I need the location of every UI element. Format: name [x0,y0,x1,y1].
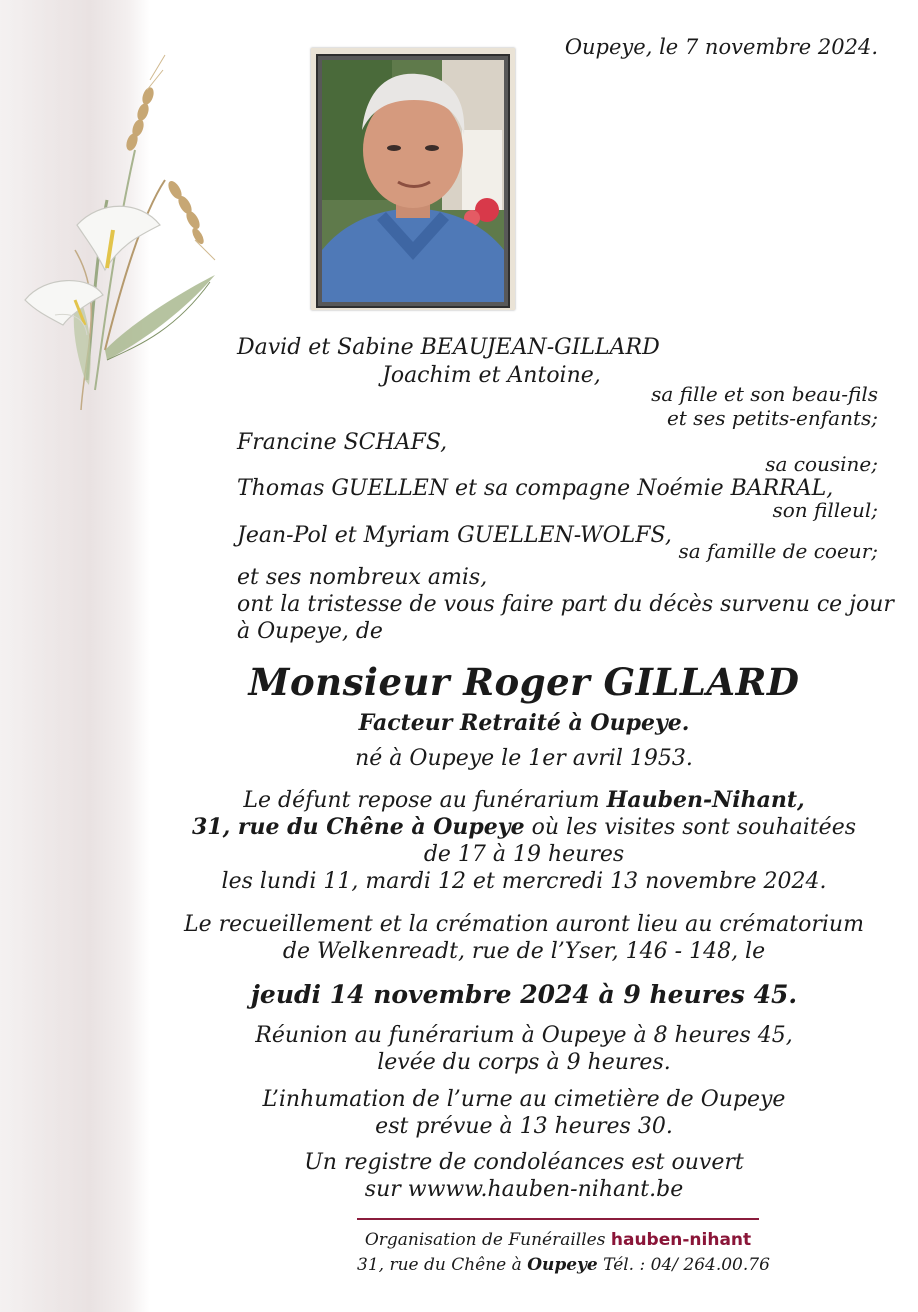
burial-line-2: est prévue à 13 heures 30. [375,1114,673,1139]
visitation-text: Le défunt repose au funérarium [243,788,607,813]
deceased-birth: né à Oupeye le 1er avril 1953. [355,746,693,771]
intro-line-2: ont la tristesse de vous faire part du décès survenu ce jour [237,592,894,617]
footer-address-street: 31, rue du Chêne à [357,1255,528,1275]
ceremony-date-time: jeudi 14 novembre 2024 à 9 heures 45. [250,980,798,1009]
footer-phone: Tél. : 04/ 264.00.76 [597,1255,770,1275]
burial-line-1: L’inhumation de l’urne au cimetière de Oupeye [262,1087,786,1112]
visitation-line-1 [150,787,898,814]
funeral-home-address: 31, rue du Chêne à Oupeye [191,814,525,840]
register-line-1: Un registre de condoléances est ouvert [304,1150,744,1175]
footer-address-city: Oupeye [527,1255,598,1275]
portrait-photo [322,60,504,302]
family-name-5: Jean-Pol et Myriam GUELLEN-WOLFS, [237,523,672,548]
footer-divider [357,1218,759,1220]
footer-organisation [357,1229,759,1251]
family-name-3: Francine SCHAFS, [237,430,448,455]
meeting-line-2: levée du corps à 9 heures. [377,1050,671,1075]
deceased-name: Monsieur Roger GILLARD [248,660,800,704]
visitation-line-2 [150,814,898,841]
funeral-home-name: Hauben-Nihant, [606,787,805,813]
ceremony-line-1: Le recueillement et la crémation auront lieu au crématorium [184,912,864,937]
family-name-4: Thomas GUELLEN et sa compagne Noémie BARRAL, [237,476,834,501]
portrait-frame [311,48,515,310]
funeral-brand-logo: hauben-nihant [610,1230,752,1250]
calla-lily-wheat-icon [15,50,225,450]
intro-line-3: à Oupeye, de [237,619,383,644]
footer-address [357,1254,770,1276]
family-relation-3: sa cousine; [765,452,878,476]
ceremony-line-2: de Welkenreadt, rue de l’Yser, 146 - 148, le [282,939,766,964]
family-relation-4: son filleul; [772,498,878,522]
deceased-title: Facteur Retraité à Oupeye. [358,710,690,736]
family-relation-2: et ses petits-enfants; [666,406,878,430]
footer-org-label: Organisation de Funérailles [364,1230,611,1250]
family-name-1: David et Sabine BEAUJEAN-GILLARD [237,335,660,360]
family-relation-5: sa famille de coeur; [678,539,878,563]
date-place: Oupeye, le 7 novembre 2024. [564,35,878,59]
intro-line-1: et ses nombreux amis, [237,565,488,590]
visitation-hours: de 17 à 19 heures [423,842,625,867]
meeting-line-1: Réunion au funérarium à Oupeye à 8 heures 45, [255,1023,793,1048]
family-name-2: Joachim et Antoine, [382,363,601,388]
register-line-2: sur wwww.hauben-nihant.be [364,1177,684,1202]
family-relation-1: sa fille et son beau-fils [651,382,878,406]
visitation-days: les lundi 11, mardi 12 et mercredi 13 novembre 2024. [221,869,827,894]
portrait-border [316,54,510,308]
visitation-text-2: où les visites sont souhaitées [524,815,857,840]
